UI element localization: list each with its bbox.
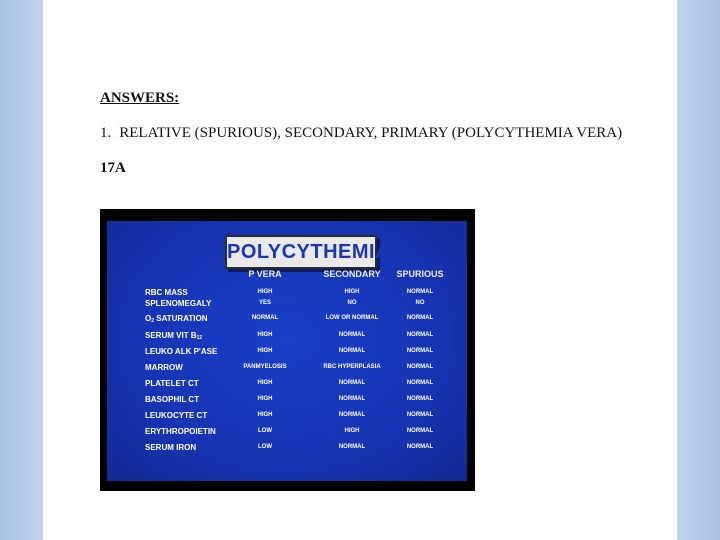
answers-heading: ANSWERS: <box>100 90 180 106</box>
table-cell: NORMAL <box>338 332 366 338</box>
table-cell: NORMAL <box>406 428 434 434</box>
document-page <box>43 0 677 540</box>
table-cell: HIGH <box>257 332 273 338</box>
table-cell: HIGH <box>257 396 273 402</box>
table-cell: HIGH <box>344 428 360 434</box>
answer-number: 1. <box>100 125 112 141</box>
column-header: SPURIOUS <box>396 269 444 279</box>
table-cell: NORMAL <box>406 412 434 418</box>
row-label: SERUM IRON <box>145 443 197 452</box>
table-cell: PANMYELOSIS <box>243 364 287 370</box>
row-label: BASOPHIL CT <box>145 395 200 404</box>
row-label: RBC MASS <box>145 288 188 297</box>
row-label: ERYTHROPOIETIN <box>145 427 216 436</box>
slide-image <box>100 209 475 491</box>
table-cell: LOW <box>258 444 272 450</box>
table-cell: HIGH <box>257 348 273 354</box>
table-cell: RBC HYPERPLASIA <box>323 364 381 370</box>
table-cell: NORMAL <box>406 380 434 386</box>
row-label: LEUKOCYTE CT <box>145 411 208 420</box>
table-cell: NORMAL <box>338 348 366 354</box>
table-cell: NORMAL <box>251 315 279 321</box>
table-cell: NORMAL <box>406 289 434 295</box>
row-label: LEUKO ALK P'ASE <box>145 347 218 356</box>
table-cell: NORMAL <box>338 380 366 386</box>
question-id: 17A <box>100 160 126 176</box>
table-cell: NORMAL <box>338 412 366 418</box>
table-cell: HIGH <box>257 412 273 418</box>
table-cell: NORMAL <box>406 364 434 370</box>
table-cell: NORMAL <box>406 396 434 402</box>
table-cell: HIGH <box>344 289 360 295</box>
row-label: SPLENOMEGALY <box>145 299 212 308</box>
table-cell: HIGH <box>257 289 273 295</box>
table-cell: NO <box>347 300 357 306</box>
table-cell: NO <box>415 300 425 306</box>
row-label: MARROW <box>145 363 183 372</box>
table-cell: HIGH <box>257 380 273 386</box>
table-cell: NORMAL <box>338 396 366 402</box>
row-label: PLATELET CT <box>145 379 199 388</box>
table-cell: NORMAL <box>406 444 434 450</box>
column-header: SECONDARY <box>323 269 381 279</box>
slide-title: POLYCYTHEMIA <box>225 235 377 269</box>
row-label: SERUM VIT $B_{12}$ <box>145 331 203 341</box>
table-cell: NORMAL <box>406 315 434 321</box>
answer-line <box>100 125 622 142</box>
column-header: P VERA <box>248 269 282 279</box>
table-cell: NORMAL <box>338 444 366 450</box>
table-cell: LOW <box>258 428 272 434</box>
table-cell: YES <box>258 300 271 306</box>
table-cell: NORMAL <box>406 332 434 338</box>
row-label: $O_2$ SATURATION <box>145 314 208 324</box>
slide-content <box>107 221 467 481</box>
table-cell: NORMAL <box>406 348 434 354</box>
table-cell: LOW OR NORMAL <box>325 315 379 321</box>
answer-text: RELATIVE (SPURIOUS), SECONDARY, PRIMARY (POLYCYTHEMIA VERA) <box>119 125 623 141</box>
